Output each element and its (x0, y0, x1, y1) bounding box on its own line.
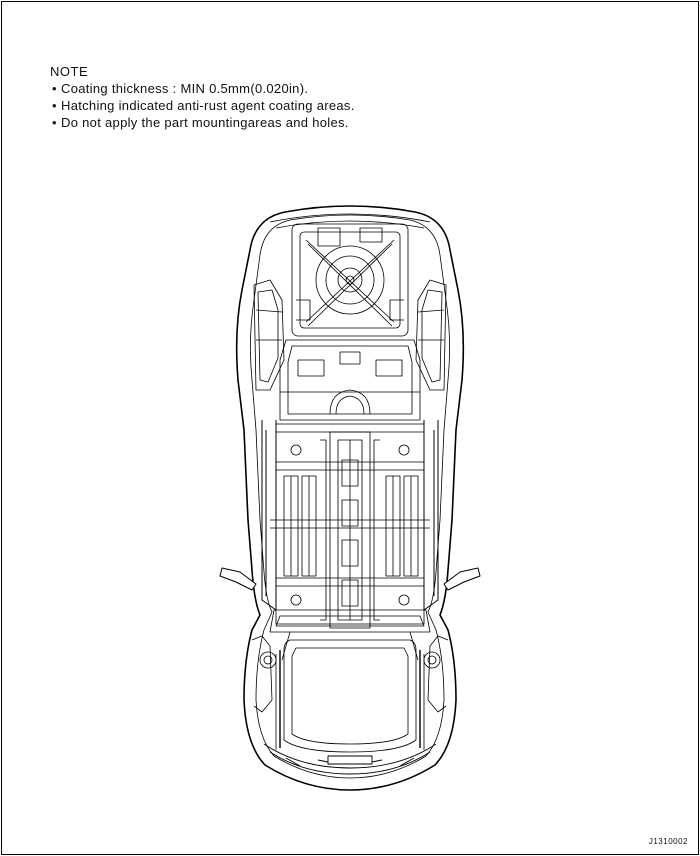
engine-bay (276, 640, 424, 752)
figure-id: J1310002 (648, 837, 688, 846)
note-item-mounting: • Do not apply the part mountingareas and holes. (50, 114, 355, 131)
note-title: NOTE (50, 64, 89, 79)
front-bumper (264, 744, 436, 774)
trunk-floor (292, 224, 408, 336)
note-item-hatching: • Hatching indicated anti-rust agent coating areas. (50, 97, 355, 114)
main-floor (270, 424, 430, 628)
rear-seat-pan (280, 340, 420, 420)
note-item-thickness: • Coating thickness : MIN 0.5mm(0.020in). (50, 80, 355, 97)
front-wheel-arches (252, 636, 448, 712)
rear-wheel-arches (254, 280, 446, 390)
